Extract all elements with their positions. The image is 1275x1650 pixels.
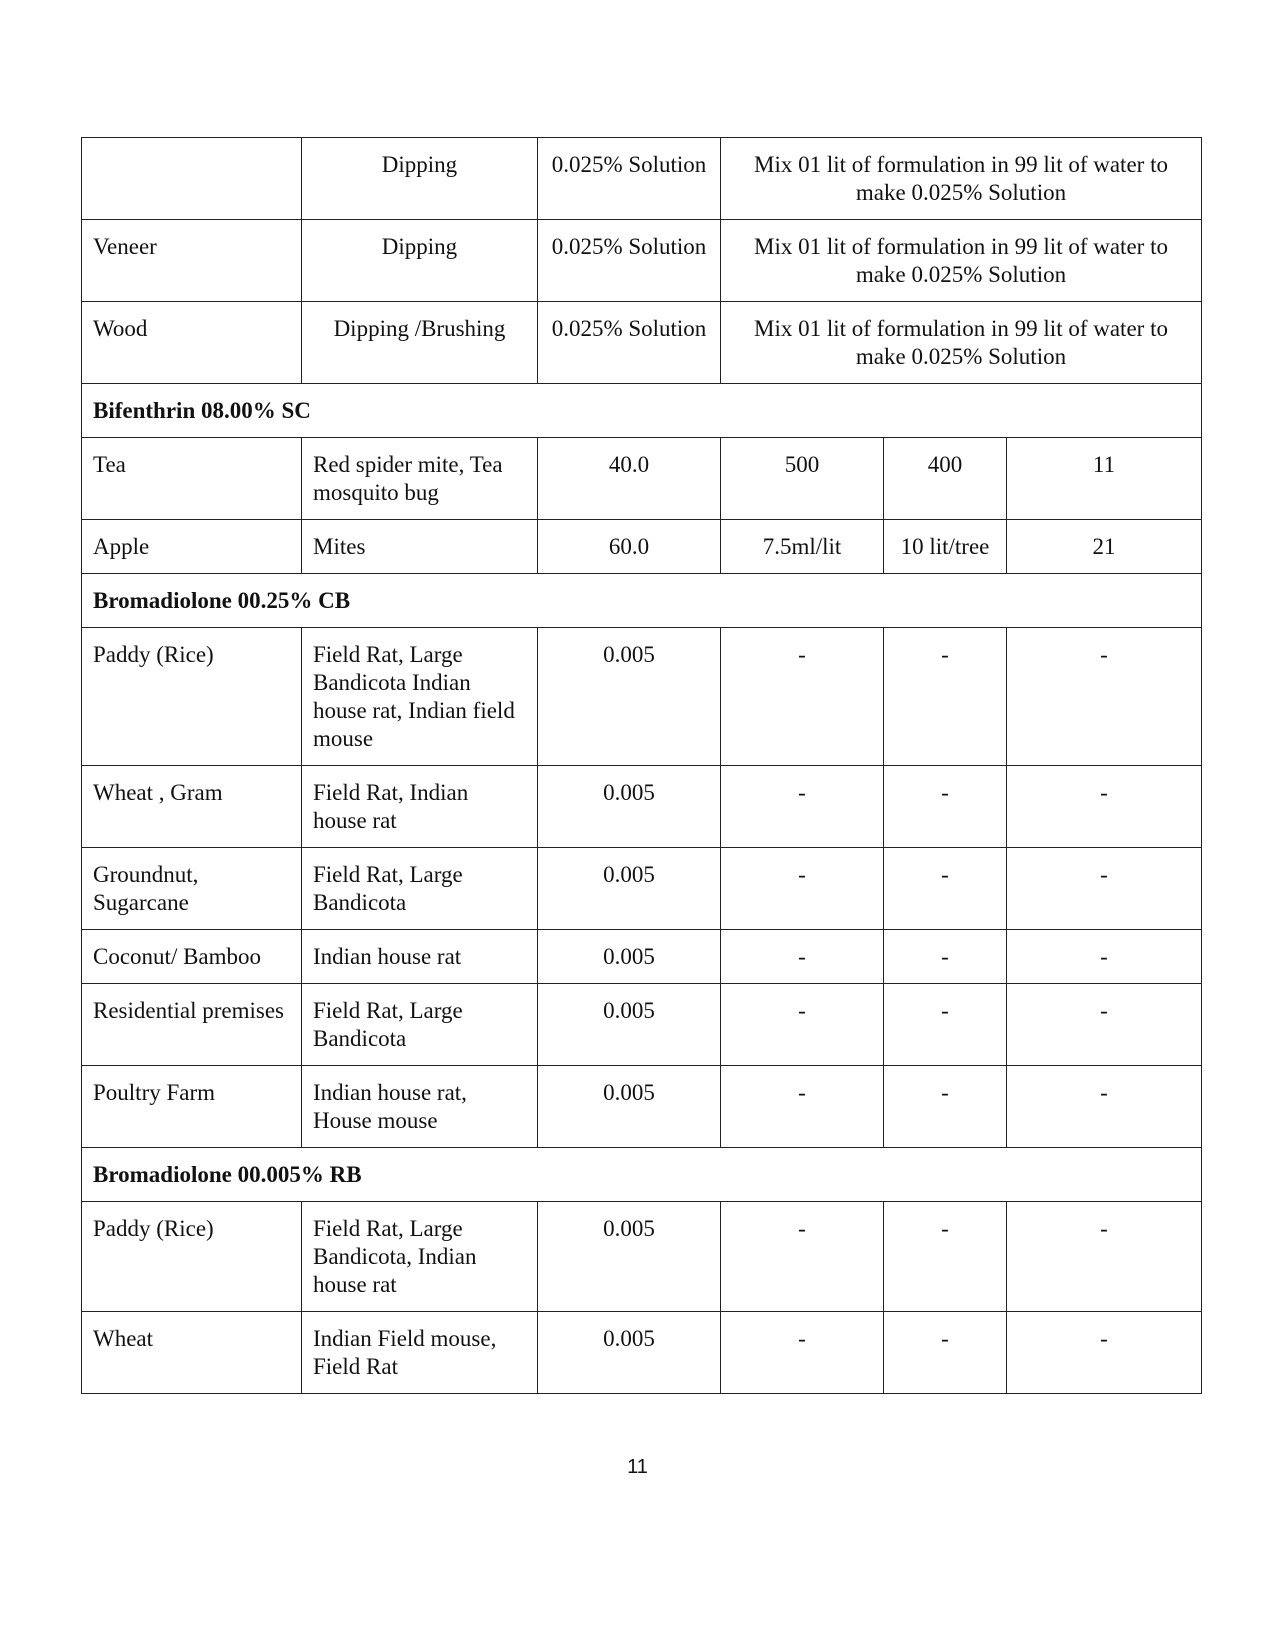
- table-row: [82, 520, 1202, 574]
- water-cell: -: [884, 1066, 1007, 1148]
- dilution-cell: 500: [721, 438, 884, 520]
- table-row: [82, 930, 1202, 984]
- dose-cell: 0.005: [538, 1312, 721, 1394]
- dose-cell: 0.005: [538, 930, 721, 984]
- table-row: [82, 438, 1202, 520]
- water-cell: -: [884, 984, 1007, 1066]
- waiting-period-cell: -: [1007, 848, 1202, 930]
- dose-cell: 60.0: [538, 520, 721, 574]
- dose-cell: 0.005: [538, 766, 721, 848]
- section-title: Bifenthrin 08.00% SC: [82, 384, 1202, 438]
- dose-cell: 0.005: [538, 1066, 721, 1148]
- water-cell: -: [884, 848, 1007, 930]
- water-cell: -: [884, 930, 1007, 984]
- table-row: [82, 138, 1202, 220]
- table-row: [82, 984, 1202, 1066]
- table-row: [82, 1066, 1202, 1148]
- dilution-cell: -: [721, 766, 884, 848]
- instruction-cell: Mix 01 lit of formulation in 99 lit of water to make 0.025% Solution: [721, 220, 1202, 302]
- section-header-row: [82, 384, 1202, 438]
- dose-cell: 0.025% Solution: [538, 220, 721, 302]
- dose-cell: 0.005: [538, 628, 721, 766]
- waiting-period-cell: -: [1007, 628, 1202, 766]
- dilution-cell: -: [721, 848, 884, 930]
- waiting-period-cell: -: [1007, 1312, 1202, 1394]
- crop-cell: Poultry Farm: [82, 1066, 302, 1148]
- crop-cell: Wood: [82, 302, 302, 384]
- table-row: [82, 766, 1202, 848]
- water-cell: -: [884, 1202, 1007, 1312]
- crop-cell: Tea: [82, 438, 302, 520]
- crop-cell: Groundnut, Sugarcane: [82, 848, 302, 930]
- crop-cell: Paddy (Rice): [82, 628, 302, 766]
- waiting-period-cell: -: [1007, 1202, 1202, 1312]
- dilution-cell: -: [721, 1066, 884, 1148]
- table-row: [82, 302, 1202, 384]
- pest-cell: Field Rat, Large Bandicota: [302, 984, 538, 1066]
- instruction-cell: Mix 01 lit of formulation in 99 lit of water to make 0.025% Solution: [721, 302, 1202, 384]
- dilution-cell: -: [721, 1312, 884, 1394]
- crop-cell: Veneer: [82, 220, 302, 302]
- method-cell: Dipping: [302, 220, 538, 302]
- section-title: Bromadiolone 00.25% CB: [82, 574, 1202, 628]
- crop-cell: [82, 138, 302, 220]
- crop-cell: Residential premises: [82, 984, 302, 1066]
- waiting-period-cell: -: [1007, 1066, 1202, 1148]
- table-row: [82, 848, 1202, 930]
- crop-cell: Wheat: [82, 1312, 302, 1394]
- water-cell: 400: [884, 438, 1007, 520]
- dose-cell: 0.005: [538, 984, 721, 1066]
- section-header-row: [82, 1148, 1202, 1202]
- pesticide-usage-table: [81, 137, 1202, 1394]
- dose-cell: 0.005: [538, 1202, 721, 1312]
- pest-cell: Mites: [302, 520, 538, 574]
- pest-cell: Field Rat, Large Bandicota Indian house rat, Indian field mouse: [302, 628, 538, 766]
- dose-cell: 0.005: [538, 848, 721, 930]
- water-cell: -: [884, 1312, 1007, 1394]
- crop-cell: Wheat , Gram: [82, 766, 302, 848]
- dilution-cell: -: [721, 628, 884, 766]
- water-cell: 10 lit/tree: [884, 520, 1007, 574]
- dilution-cell: 7.5ml/lit: [721, 520, 884, 574]
- water-cell: -: [884, 766, 1007, 848]
- table-row: [82, 220, 1202, 302]
- pest-cell: Field Rat, Indian house rat: [302, 766, 538, 848]
- crop-cell: Coconut/ Bamboo: [82, 930, 302, 984]
- pest-cell: Red spider mite, Tea mosquito bug: [302, 438, 538, 520]
- pest-cell: Indian house rat, House mouse: [302, 1066, 538, 1148]
- section-title: Bromadiolone 00.005% RB: [82, 1148, 1202, 1202]
- dose-cell: 0.025% Solution: [538, 138, 721, 220]
- method-cell: Dipping /Brushing: [302, 302, 538, 384]
- page-number: 11: [627, 1456, 648, 1478]
- waiting-period-cell: 21: [1007, 520, 1202, 574]
- section-header-row: [82, 574, 1202, 628]
- table-row: [82, 628, 1202, 766]
- crop-cell: Apple: [82, 520, 302, 574]
- dose-cell: 40.0: [538, 438, 721, 520]
- table-row: [82, 1202, 1202, 1312]
- table-row: [82, 1312, 1202, 1394]
- dilution-cell: -: [721, 984, 884, 1066]
- dilution-cell: -: [721, 1202, 884, 1312]
- pest-cell: Indian house rat: [302, 930, 538, 984]
- waiting-period-cell: -: [1007, 766, 1202, 848]
- waiting-period-cell: 11: [1007, 438, 1202, 520]
- water-cell: -: [884, 628, 1007, 766]
- dilution-cell: -: [721, 930, 884, 984]
- waiting-period-cell: -: [1007, 930, 1202, 984]
- dose-cell: 0.025% Solution: [538, 302, 721, 384]
- method-cell: Dipping: [302, 138, 538, 220]
- pest-cell: Field Rat, Large Bandicota: [302, 848, 538, 930]
- pest-cell: Indian Field mouse, Field Rat: [302, 1312, 538, 1394]
- instruction-cell: Mix 01 lit of formulation in 99 lit of water to make 0.025% Solution: [721, 138, 1202, 220]
- pest-cell: Field Rat, Large Bandicota, Indian house rat: [302, 1202, 538, 1312]
- crop-cell: Paddy (Rice): [82, 1202, 302, 1312]
- waiting-period-cell: -: [1007, 984, 1202, 1066]
